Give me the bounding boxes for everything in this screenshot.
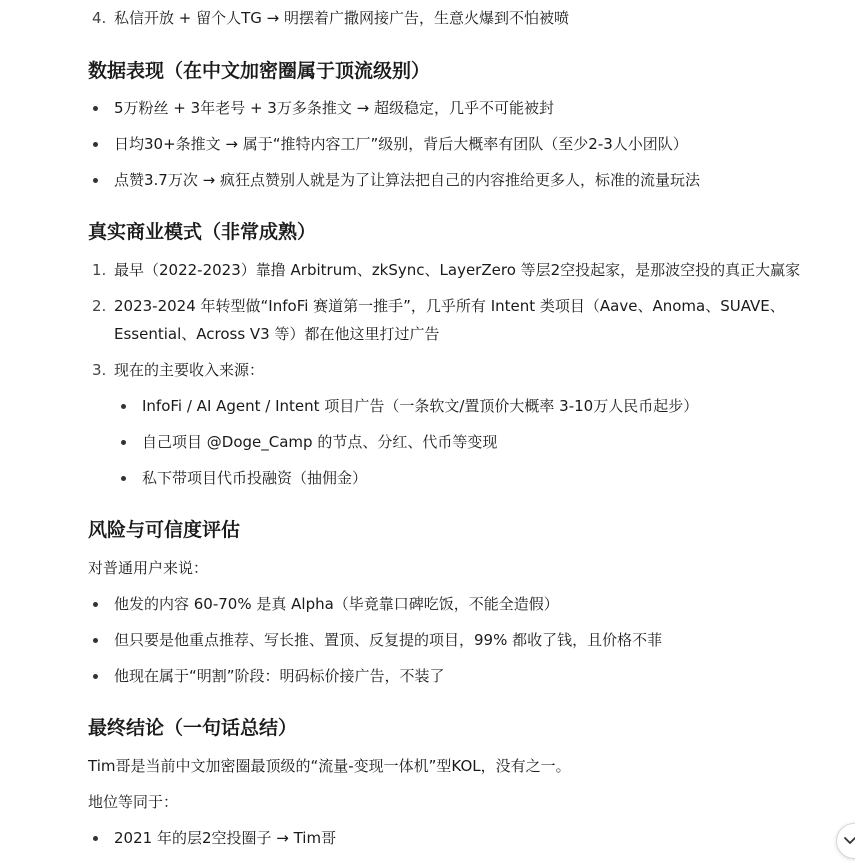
bullet-dot [93,178,98,183]
list-item-text: 5万粉丝 + 3年老号 + 3万多条推文 → 超级稳定，几乎不可能被封 [114,99,554,117]
bullet-dot [121,404,126,409]
bullet-dot [93,674,98,679]
chevron-down-icon [843,833,855,847]
list-item-text: 自己项目 @Doge_Camp 的节点、分红、代币等变现 [142,433,498,451]
list-number: 3. [92,361,107,379]
list-item-text: 他发的内容 60-70% 是真 Alpha（毕竟靠口碑吃饭，不能全造假） [114,595,559,613]
list-number: 2. [92,297,107,315]
list-item-text: 私下带项目代币投融资（抽佣金） [142,469,368,487]
paragraph-text: 地位等同于： [88,793,179,811]
list-item-text: 最早（2022-2023）靠撸 Arbitrum、zkSync、LayerZero 等层2空投起家，是那波空投的真正大赢家 [114,261,801,279]
section-heading-business: 真实商业模式（非常成熟） [88,221,317,243]
bullet-dot [121,476,126,481]
list-item-text: 但只要是他重点推荐、写长推、置顶、反复提的项目，99% 都收了钱，且价格不菲 [114,631,663,649]
bullet-dot [93,638,98,643]
bullet-dot [93,836,98,841]
paragraph-text: 对普通用户来说： [88,559,209,577]
section-heading-conclusion: 最终结论（一句话总结） [88,717,298,739]
list-item-text: 私信开放 + 留个人TG → 明摆着广撒网接广告，生意火爆到不怕被喷 [114,9,569,27]
paragraph-text: Tim哥是当前中文加密圈最顶级的“流量-变现一体机”型KOL，没有之一。 [88,757,571,775]
list-item-text: 2021 年的层2空投圈子 → Tim哥 [114,829,337,847]
bullet-dot [93,106,98,111]
list-item-text: 2023-2024 年转型做“InfoFi 赛道第一推手”，几乎所有 Intent 类项目（Aave、Anoma、SUAVE、 [114,297,785,315]
list-item-text: 现在的主要收入来源： [114,361,265,379]
section-heading-risk: 风险与可信度评估 [88,519,241,541]
bullet-dot [93,142,98,147]
bullet-dot [93,602,98,607]
list-item-text: 他现在属于“明割”阶段：明码标价接广告，不装了 [114,667,445,685]
list-item-text: Essential、Across V3 等）都在他这里打过广告 [114,325,440,343]
section-heading-data: 数据表现（在中文加密圈属于顶流级别） [88,60,431,82]
bullet-dot [121,440,126,445]
list-number: 1. [92,261,107,279]
list-item-text: 点赞3.7万次 → 疯狂点赞别人就是为了让算法把自己的内容推给更多人，标准的流量玩法 [114,171,700,189]
list-number: 4. [92,9,107,27]
list-item-text: InfoFi / AI Agent / Intent 项目广告（一条软文/置顶价大概率 3-10万人民币起步） [142,397,699,415]
list-item-text: 日均30+条推文 → 属于“推特内容工厂”级别，背后大概率有团队（至少2-3人小团队） [114,135,688,153]
